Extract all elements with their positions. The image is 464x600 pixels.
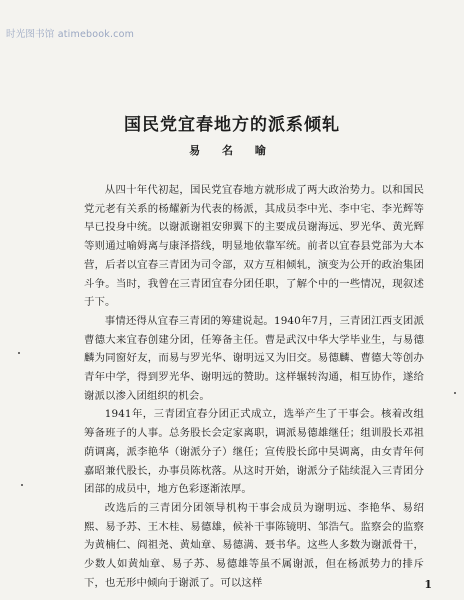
paragraph: 从四十年代初起，国民党宜春地方就形成了两大政治势力。以和国民党元老有关系的杨耀新为代表的杨派，其成员李中光、李中宅、李光辉等早已投身中统。以谢派谢祖安卵翼下的主要成员谢海远、罗光华、黄光辉等则通过喻姆离与康泽搭线，明显地依靠军统。前者以宜春县党部为大本营，后者以宜春三青团为司令部，双方互相倾轧，演变为公开的政治集团斗争。当时，我曾在三青团宜春分团任职，了解个中的一些情况，现叙述于下。 bbox=[84, 184, 424, 309]
page-number: 1 bbox=[424, 578, 432, 591]
paragraph: 改选后的三青团分团领导机构干事会成员为谢明远、李艳华、易绍熙、易予苏、王木桂、易德雄，候补干事陈镜明、邹浩气。监察会的监察为黄楠仁、阎祖尧、黄灿章、易德满、聂书华。这些人多数为谢派骨干，少数人如黄灿章、易子苏、易德雄等虽不属谢派，但在杨派势力的排斥下，也无形中倾向于谢派了。可以这样 bbox=[84, 501, 424, 589]
page-title: 国民党宜春地方的派系倾轧 bbox=[124, 115, 340, 135]
scan-speck bbox=[21, 484, 23, 486]
scan-speck bbox=[18, 352, 20, 354]
site-watermark: 时光图书馆 atimebook.com bbox=[6, 29, 135, 40]
body-text bbox=[84, 181, 424, 592]
paragraph: 1941年，三青团宜春分团正式成立，选举产生了干事会。核着改组筹备班子的人事。总务股长会定家离职，调派易德雄继任；组训股长邓祖荫调离，派李艳华（谢派分子）继任；宣传股长邱中昊调离，由女青年何嘉昭兼代股长，办事员陈枕落。从这时开始，谢派分子陆续混入三青团分团部的成员中，地方色彩逐渐浓厚。 bbox=[84, 408, 424, 496]
scan-speck bbox=[454, 392, 456, 394]
author-name: 易 名 喻 bbox=[189, 144, 275, 157]
paragraph: 事情还得从宜春三青团的筹建说起。1940年7月，三青团江西支团派曹德大来宜春创建分团，任筹备主任。曹是武汉中华大学毕业生，与易德麟为同窗好友，而易与罗光华、谢明远又为旧交。易德麟、曹德大等创办青年中学，得到罗光华、谢明远的赞助。这样辗转沟通，相互协作，遂给谢派以渗入团组织的机会。 bbox=[84, 314, 424, 402]
